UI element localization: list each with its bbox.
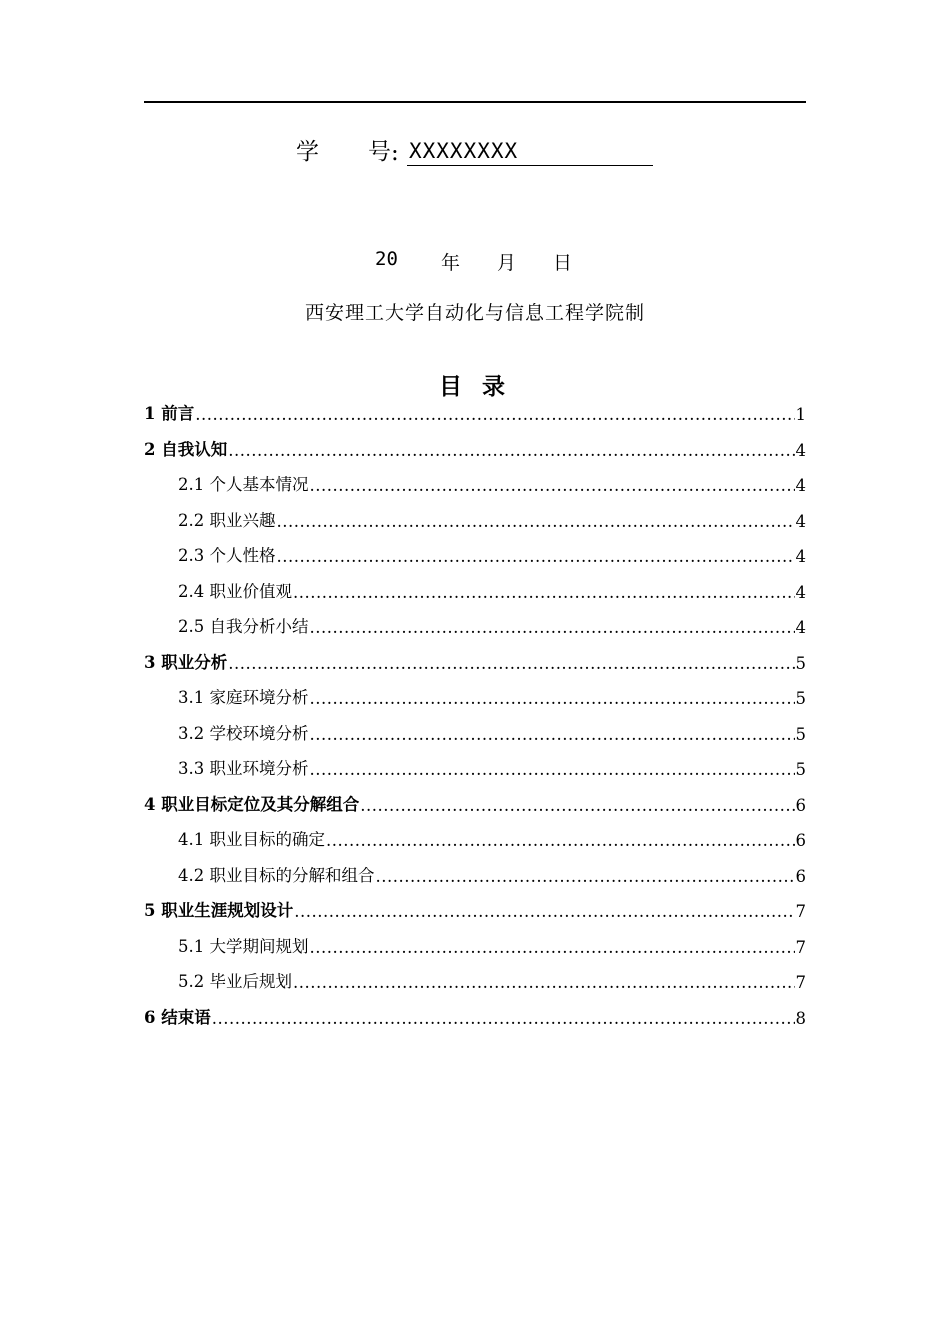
toc-page-number: 4 — [795, 440, 806, 460]
toc-entry-text: 5 职业生涯规划设计 — [144, 901, 294, 920]
toc-entry-text: 3.3 职业环境分析 — [178, 759, 309, 778]
toc-page-number: 6 — [795, 866, 806, 886]
student-id-label-1: 学 — [296, 139, 319, 165]
toc-entry-3-2[interactable] — [144, 718, 806, 744]
toc-entry-text: 5.1 大学期间规划 — [178, 936, 309, 956]
toc-page-number: 4 — [795, 511, 806, 531]
toc-page-number: 4 — [795, 618, 806, 637]
toc-entry-3-3[interactable] — [144, 753, 806, 779]
toc-entry-2-2[interactable] — [144, 505, 806, 531]
toc-leader — [277, 512, 795, 531]
toc-page-number: 1 — [795, 405, 806, 424]
toc-title: 目 录 — [438, 374, 511, 400]
toc-entry-text: 3 职业分析 — [144, 652, 228, 672]
toc-entry-text: 1 前言 — [144, 404, 195, 423]
toc-entry-text: 4 职业目标定位及其分解组合 — [144, 794, 360, 814]
toc-leader — [310, 618, 795, 637]
toc-leader — [310, 725, 795, 744]
toc-page-number: 4 — [795, 476, 806, 495]
toc-leader — [212, 1009, 795, 1028]
toc-entry-text: 2.4 职业价值观 — [178, 581, 292, 601]
toc-entry-5-2[interactable] — [144, 966, 806, 992]
toc-page-number: 7 — [795, 902, 806, 921]
toc-leader — [326, 831, 795, 850]
toc-entry-text: 3.2 学校环境分析 — [178, 723, 309, 743]
toc-entry-3[interactable] — [144, 647, 806, 673]
toc-entry-1[interactable] — [144, 398, 806, 424]
toc-leader — [228, 441, 794, 460]
toc-page-number: 5 — [795, 760, 806, 779]
toc-entry-2-1[interactable] — [144, 469, 806, 495]
toc-entry-2-3[interactable] — [144, 540, 806, 566]
toc-leader — [293, 973, 795, 992]
toc-entry-text: 2.1 个人基本情况 — [178, 475, 309, 494]
toc-entry-text: 2.5 自我分析小结 — [178, 617, 309, 636]
toc-entry-2[interactable] — [144, 434, 806, 460]
toc-leader — [228, 654, 794, 673]
top-rule — [144, 101, 806, 103]
toc-leader — [310, 689, 795, 708]
toc-entry-5[interactable] — [144, 895, 806, 921]
toc-leader — [310, 476, 795, 495]
toc-entry-text: 5.2 毕业后规划 — [178, 972, 292, 991]
toc-leader — [293, 583, 795, 602]
toc-entry-text: 6 结束语 — [144, 1007, 211, 1027]
toc-page-number: 5 — [795, 724, 806, 744]
date-month: 月 — [497, 252, 517, 274]
toc-leader — [195, 405, 794, 424]
date-year: 年 — [441, 252, 461, 274]
college-name: 西安理工大学自动化与信息工程学院制 — [304, 302, 645, 324]
student-id-line — [296, 132, 653, 166]
toc-leader — [376, 867, 795, 886]
toc-entry-text: 2 自我认知 — [144, 439, 228, 459]
toc-entry-3-1[interactable] — [144, 682, 806, 708]
toc-entry-text: 4.2 职业目标的分解和组合 — [178, 865, 375, 885]
student-id-value: XXXXXXXX — [407, 138, 653, 166]
toc-entry-2-5[interactable] — [144, 611, 806, 637]
toc-page-number: 5 — [795, 689, 806, 708]
toc-entry-text: 2.2 职业兴趣 — [178, 510, 276, 530]
toc-page-number: 5 — [795, 653, 806, 673]
toc-page-number: 4 — [795, 547, 806, 566]
toc-entry-4[interactable] — [144, 789, 806, 815]
toc-page-number: 6 — [795, 795, 806, 815]
toc-leader — [310, 760, 795, 779]
toc-entry-2-4[interactable] — [144, 576, 806, 602]
date-day: 日 — [553, 252, 573, 274]
toc-entry-6[interactable] — [144, 1002, 806, 1028]
toc-entry-5-1[interactable] — [144, 931, 806, 957]
date-line — [375, 248, 572, 275]
toc-entry-text: 3.1 家庭环境分析 — [178, 688, 309, 707]
student-id-label-2: 号 — [368, 139, 391, 165]
toc-leader — [310, 938, 795, 957]
student-id-colon: : — [391, 140, 399, 166]
toc-leader — [277, 547, 795, 566]
date-year-prefix: 20 — [375, 248, 398, 270]
toc-entry-text: 4.1 职业目标的确定 — [178, 830, 325, 849]
toc-entry-4-2[interactable] — [144, 860, 806, 886]
toc-page-number: 7 — [795, 973, 806, 992]
toc-page-number: 7 — [795, 937, 806, 957]
toc-page-number: 6 — [795, 831, 806, 850]
toc-page-number: 8 — [795, 1008, 806, 1028]
toc-page-number: 4 — [795, 582, 806, 602]
toc-entry-text: 2.3 个人性格 — [178, 546, 276, 565]
toc-leader — [294, 902, 794, 921]
toc-entry-4-1[interactable] — [144, 824, 806, 850]
toc-leader — [360, 796, 794, 815]
